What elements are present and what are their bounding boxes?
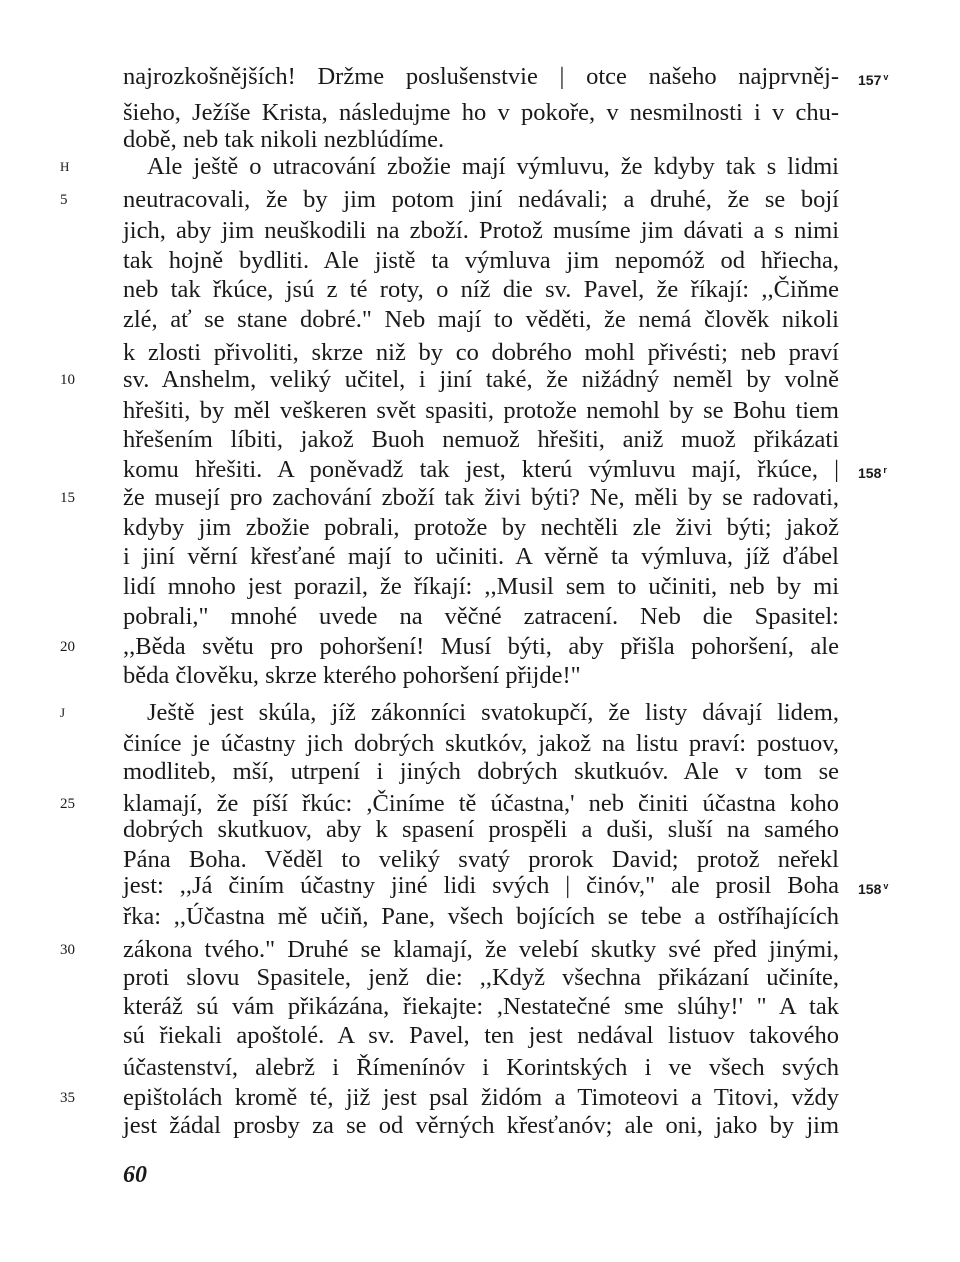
page-number: 60: [123, 1162, 147, 1188]
text-line: sv. Anshelm, veliký učitel, i jiní také, že nižádný neměl by volně: [123, 366, 839, 393]
text-line: činíce je účastny jich dobrých skutkóv, jakož na listu praví: postuov,: [123, 730, 839, 757]
line-number-25: 25: [60, 796, 75, 812]
text-line: komu hřešiti. A poněvadž tak jest, kterú výmluvu mají, řkúce, |: [123, 456, 839, 483]
folio-marker-158v: 158 $^v$: [858, 881, 889, 897]
text-line: Pána Boha. Věděl to veliký svatý prorok David; protož neřekl: [123, 846, 839, 873]
line-number-15: 15: [60, 490, 75, 506]
line-number-30: 30: [60, 942, 75, 958]
text-line: Ale ještě o utracování zbožie mají výmluvu, že kdyby tak s lidmi: [147, 153, 839, 180]
text-line: k zlosti přivoliti, skrze niž by co dobrého mohl přivésti; neb praví: [123, 339, 839, 366]
text-line: účastenství, alebrž i Římenínóv i Korintských i ve všech svých: [123, 1054, 839, 1081]
text-line: jich, aby jim neuškodili na zboží. Protož musíme jim dávati a s nimi: [123, 217, 839, 244]
text-line: neutracovali, že by jim potom jiní nedávali; a druhé, že se bojí: [123, 186, 839, 213]
text-line: době, neb tak nikoli nezblúdíme.: [123, 126, 445, 153]
section-marker-j: J: [60, 705, 66, 720]
line-number-10: 10: [60, 372, 75, 388]
text-line: epištolách kromě té, již jest psal židóm a Timoteovi a Titovi, vždy: [123, 1084, 839, 1111]
text-line: i jiní věrní křesťané mají to učiniti. A věrně ta výmluva, jíž ďábel: [123, 543, 839, 570]
text-line: tak hojně bydliti. Ale jistě ta výmluva jim nepomóž od hřiecha,: [123, 247, 839, 274]
text-line: neb tak řkúce, jsú z té roty, o níž die sv. Pavel, že říkají: ,,Čiňme: [123, 276, 839, 303]
text-line: jest: ,,Já činím účastny jiné lidi svých | činóv," ale prosil Boha: [123, 872, 839, 899]
text-line: modliteb, mší, utrpení i jiných dobrých skutkuóv. Ale v tom se: [123, 758, 839, 785]
text-line: najrozkošnějších! Držme poslušenstvie | otce našeho najprvněj-: [123, 63, 839, 90]
text-line: klamají, že píší řkúc: ,Činíme tě účastna,' neb činiti účastna koho: [123, 790, 839, 817]
text-line: šieho, Ježíše Krista, následujme ho v pokoře, v nesmilnosti i v chu-: [123, 99, 839, 126]
line-number-35: 35: [60, 1090, 75, 1106]
line-number-20: 20: [60, 639, 75, 655]
folio-marker-157v: 157 $^v$: [858, 72, 889, 88]
text-line: kdyby jim zbožie pobrali, protože by nechtěli zle živi býti; jakož: [123, 514, 839, 541]
text-line: sú řiekali apoštolé. A sv. Pavel, ten jest nedával listuov takového: [123, 1022, 839, 1049]
folio-marker-158r: 158 $^r$: [858, 465, 887, 481]
text-line: zlé, ať se stane dobré." Neb mají to věděti, že nemá člověk nikoli: [123, 306, 839, 333]
line-number-5: 5: [60, 192, 68, 208]
text-line: dobrých skutkuov, aby k spasení prospěli a duši, sluší na samého: [123, 816, 839, 843]
text-line: že musejí pro zachování zboží tak živi býti? Ne, měli by se radovati,: [123, 484, 839, 511]
text-line: proti slovu Spasitele, jenž die: ,,Když všechna přikázaní učiníte,: [123, 964, 839, 991]
text-line: ,,Běda světu pro pohoršení! Musí býti, aby přišla pohoršení, ale: [123, 633, 839, 660]
text-line: hřešením líbiti, jakož Buoh nemuož hřešiti, aniž muož přikázati: [123, 426, 839, 453]
text-line: pobrali," mnohé uvede na věčné zatracení. Neb die Spasitel:: [123, 603, 839, 630]
text-line: kteráž sú vám přikázána, řiekajte: ,Nestatečné sme slúhy!' " A tak: [123, 993, 839, 1020]
section-marker-h: H: [60, 159, 70, 174]
text-line: jest žádal prosby za se od věrných křesťanóv; ale oni, jako by jim: [123, 1112, 839, 1139]
text-line: Ještě jest skúla, jíž zákonníci svatokupčí, že listy dávají lidem,: [147, 699, 839, 726]
text-line: hřešiti, by měl veškeren svět spasiti, protože nemohl by se Bohu tiem: [123, 397, 839, 424]
text-line: lidí mnoho jest porazil, že říkají: ,,Musil sem to učiniti, neb by mi: [123, 573, 839, 600]
text-line: řka: ,,Účastna mě učiň, Pane, všech bojících se tebe a ostříhajících: [123, 903, 839, 930]
text-line: běda člověku, skrze kterého pohoršení přijde!": [123, 662, 581, 689]
text-line: zákona tvého." Druhé se klamají, že velebí skutky své před jinými,: [123, 936, 839, 963]
